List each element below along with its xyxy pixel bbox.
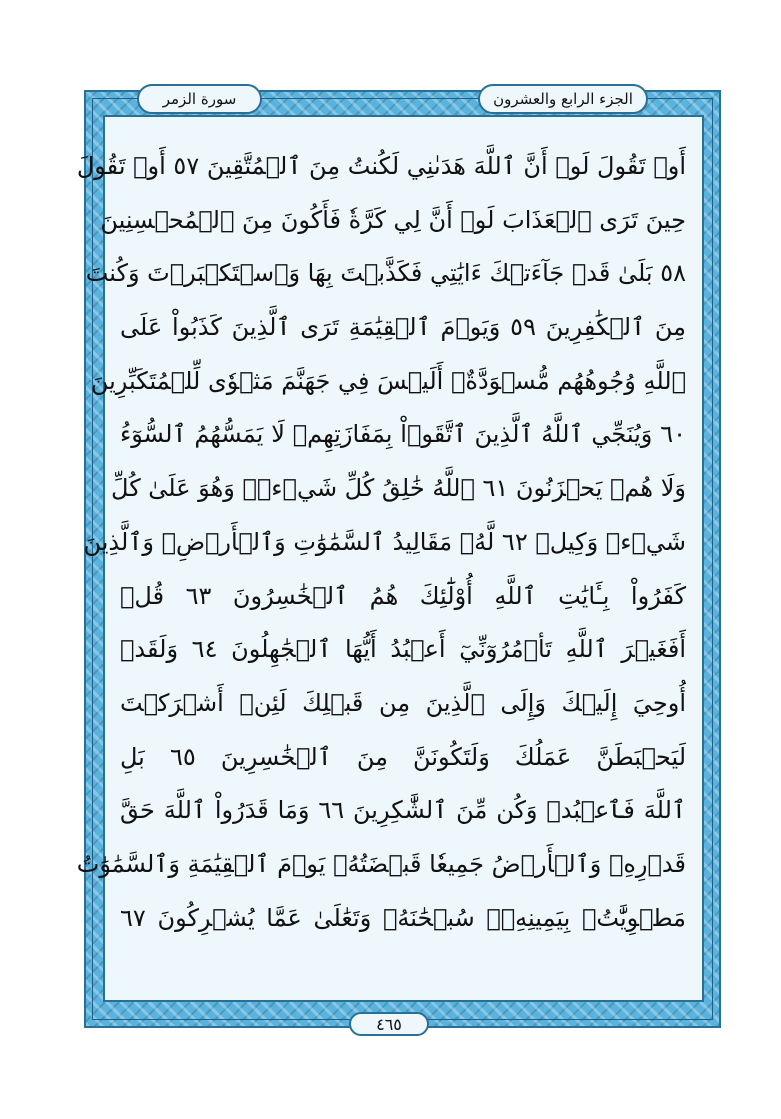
text-line: قَدۡرِهِۦ وَٱلۡأَرۡضُ جَمِيعٗا قَبۡضَتُهُۥ يَوۡمَ ٱلۡقِيَٰمَةِ وَٱلسَّمَٰوَٰتُ [76, 849, 686, 878]
text-line: مِنَ ٱلۡكَٰفِرِينَ ٥٩ وَيَوۡمَ ٱلۡقِيَٰمَةِ تَرَى ٱلَّذِينَ كَذَبُواْ عَلَى [120, 313, 686, 342]
text-line: وَلَا هُمۡ يَحۡزَنُونَ ٦١ ٱللَّهُ خَٰلِقُ كُلِّ شَيۡءٖۖ وَهُوَ عَلَىٰ كُلِّ [111, 474, 686, 503]
text-line: ٥٨ بَلَىٰ قَدۡ جَآءَتۡكَ ءَايَٰتِي فَكَذَّبۡتَ بِهَا وَٱسۡتَكۡبَرۡتَ وَكُنتَ [85, 259, 686, 288]
text-line: لَيَحۡبَطَنَّ عَمَلُكَ وَلَتَكُونَنَّ مِنَ ٱلۡخَٰسِرِينَ ٦٥ بَلِ [120, 742, 687, 771]
quran-text [76, 140, 687, 945]
surah-name-plate [137, 84, 262, 114]
surah-name: سورة الزمر [162, 90, 237, 108]
text-line: حِينَ تَرَى ٱلۡعَذَابَ لَوۡ أَنَّ لِي كَرَّةٗ فَأَكُونَ مِنَ ٱلۡمُحۡسِنِينَ [100, 205, 686, 234]
page-number-plate [349, 1012, 429, 1036]
text-line: كَفَرُواْ بِـَٔايَٰتِ ٱللَّهِ أُوْلَٰٓئِكَ هُمُ ٱلۡخَٰسِرُونَ ٦٣ قُلۡ [120, 581, 686, 610]
text-line: مَطۡوِيَّٰتُۢ بِيَمِينِهِۦۚ سُبۡحَٰنَهُۥ وَتَعَٰلَىٰ عَمَّا يُشۡرِكُونَ ٦٧ [120, 903, 686, 932]
text-line: أُوحِيَ إِلَيۡكَ وَإِلَى ٱلَّذِينَ مِن قَبۡلِكَ لَئِنۡ أَشۡرَكۡتَ [120, 688, 686, 717]
text-line: أَوۡ تَقُولَ لَوۡ أَنَّ ٱللَّهَ هَدَىٰنِي لَكُنتُ مِنَ ٱلۡمُتَّقِينَ ٥٧ أَوۡ تَقُولَ [76, 152, 686, 180]
juz-name-plate [478, 84, 648, 114]
page-number: ٤٦٥ [376, 1014, 402, 1034]
text-line: شَيۡءٖ وَكِيلٞ ٦٢ لَّهُۥ مَقَالِيدُ ٱلسَّمَٰوَٰتِ وَٱلۡأَرۡضِۗ وَٱلَّذِينَ [83, 527, 686, 556]
text-line: أَفَغَيۡرَ ٱللَّهِ تَأۡمُرُوٓنِّيٓ أَعۡبُدُ أَيُّهَا ٱلۡجَٰهِلُونَ ٦٤ وَلَقَدۡ [120, 635, 686, 664]
text-line: ٦٠ وَيُنَجِّي ٱللَّهُ ٱلَّذِينَ ٱتَّقَوۡاْ بِمَفَازَتِهِمۡ لَا يَمَسُّهُمُ ٱلسُّوٓءُ [120, 420, 686, 449]
text-line: ٱللَّهِ وُجُوهُهُم مُّسۡوَدَّةٌۚ أَلَيۡسَ فِي جَهَنَّمَ مَثۡوٗى لِّلۡمُتَكَبِّرِينَ [90, 366, 686, 395]
juz-name: الجزء الرابع والعشرون [493, 90, 633, 108]
text-line: ٱللَّهَ فَٱعۡبُدۡ وَكُن مِّنَ ٱلشَّٰكِرِينَ ٦٦ وَمَا قَدَرُواْ ٱللَّهَ حَقَّ [120, 796, 686, 825]
